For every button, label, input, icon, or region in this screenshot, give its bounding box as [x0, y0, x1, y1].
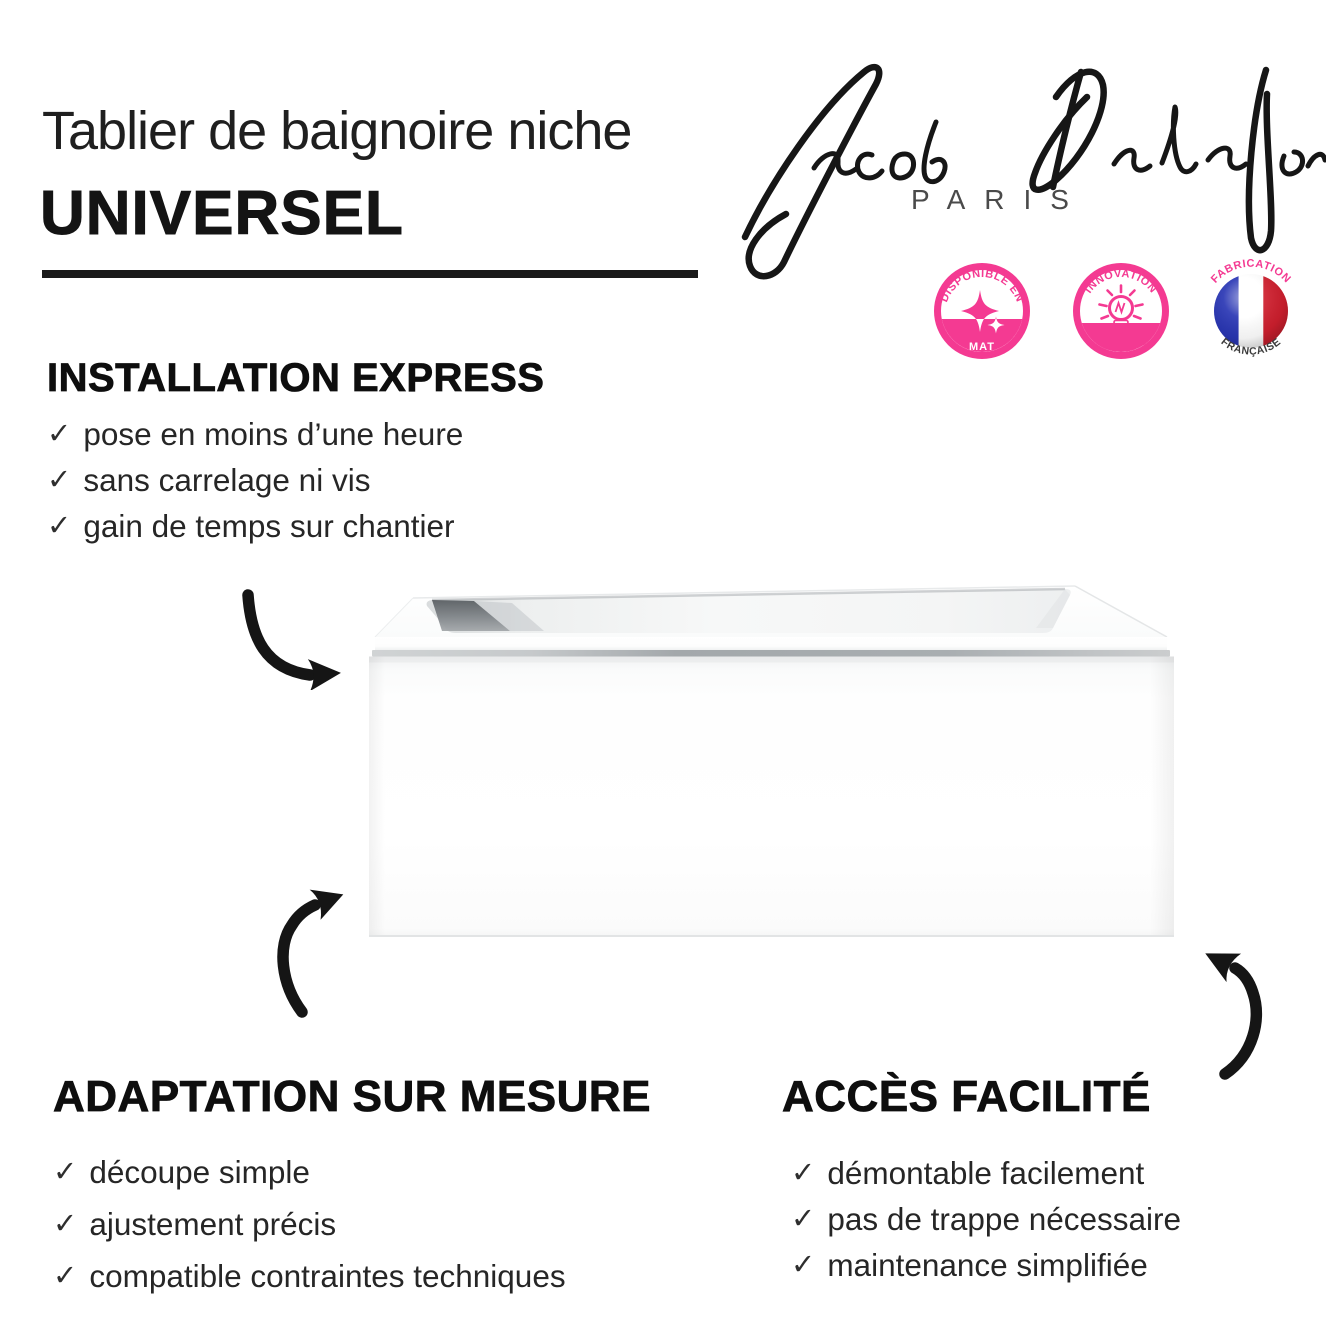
section-title: INSTALLATION EXPRESS: [47, 356, 545, 400]
check-icon: ✓: [47, 417, 72, 450]
check-icon: ✓: [53, 1155, 78, 1188]
badge-disponible-en-mat: [930, 259, 1034, 363]
list-item-label: sans carrelage ni vis: [83, 461, 371, 498]
list-item-label: démontable facilement: [827, 1154, 1145, 1191]
list-item-label: ajustement précis: [89, 1205, 337, 1242]
badge-innovation: [1069, 259, 1173, 363]
section-adaptation-sur-mesure: [53, 1072, 753, 1302]
arrow-bottom-left-icon: [272, 882, 367, 1037]
list-item-label: gain de temps sur chantier: [83, 507, 455, 544]
bathtub-product-image: [360, 576, 1180, 946]
page-title-line1: Tablier de baignoire niche: [42, 101, 632, 161]
list-item: [53, 1146, 753, 1198]
arrow-bottom-right-icon: [1183, 933, 1318, 1083]
list-item-label: compatible contraintes techniques: [89, 1257, 566, 1294]
check-icon: ✓: [791, 1156, 816, 1189]
section-acces-facilite: [782, 1072, 1322, 1288]
jacob-delafon-signature-logo: [726, 52, 1326, 282]
check-icon: ✓: [53, 1259, 78, 1292]
list-item: [791, 1242, 1322, 1288]
check-icon: ✓: [791, 1248, 816, 1281]
page-title-line2: UNIVERSEL: [40, 179, 404, 248]
section-installation-express: [47, 356, 687, 549]
list-item-label: découpe simple: [89, 1153, 310, 1190]
paris-label: PARIS: [911, 184, 1088, 215]
list-item: [53, 1198, 753, 1250]
section-title: ACCÈS FACILITÉ: [782, 1072, 1151, 1121]
list-item: [791, 1196, 1322, 1242]
svg-text:FABRICATION: FABRICATION: [1208, 257, 1294, 286]
svg-text:FRANÇAISE: FRANÇAISE: [1218, 335, 1284, 358]
arrow-top-left-icon: [232, 585, 362, 690]
list-item: [47, 457, 687, 503]
title-underline: [42, 270, 698, 278]
list-item: [47, 411, 687, 457]
check-icon: ✓: [47, 463, 72, 496]
list-item: [47, 503, 687, 549]
list-item: [791, 1150, 1322, 1196]
check-icon: ✓: [47, 509, 72, 542]
svg-text:MAT: MAT: [968, 341, 996, 353]
check-icon: ✓: [791, 1202, 816, 1235]
list-item: [53, 1250, 753, 1302]
check-icon: ✓: [53, 1207, 78, 1240]
section-title: ADAPTATION SUR MESURE: [53, 1072, 651, 1121]
apron-front-panel: [369, 657, 1174, 938]
list-item-label: pose en moins d’une heure: [83, 415, 464, 452]
list-item-label: pas de trappe nécessaire: [827, 1200, 1182, 1237]
badge-fabrication-francaise: [1199, 256, 1303, 360]
svg-text:DISPONIBLE EN: DISPONIBLE EN: [938, 267, 1026, 305]
svg-text:INNOVATION: INNOVATION: [1082, 267, 1160, 296]
list-item-label: maintenance simplifiée: [827, 1246, 1148, 1283]
